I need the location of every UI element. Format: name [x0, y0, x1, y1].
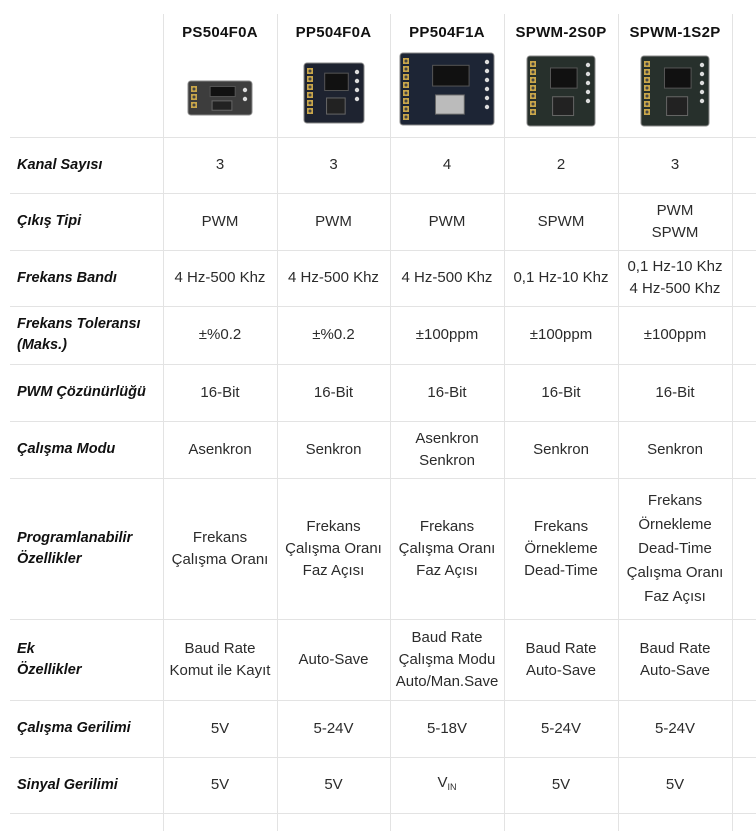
- product-board-image: [640, 55, 710, 127]
- cell-value: Auto-Save: [298, 650, 369, 668]
- row-label: [17, 250, 117, 306]
- cell-value: 4 Hz-500 Khz: [629, 280, 721, 297]
- cell-value: Baud Rate: [525, 639, 597, 657]
- table-cell: [163, 364, 277, 421]
- cell-value: Asenkron: [415, 429, 479, 447]
- row-label: [17, 306, 141, 364]
- row-label-line: Özellikler: [17, 550, 82, 567]
- table-cell: [618, 757, 732, 813]
- product-header: PS504F0A: [182, 24, 258, 41]
- table-cell: [504, 250, 618, 306]
- table-cell: [618, 137, 732, 193]
- cell-value: ±100ppm: [529, 326, 593, 343]
- cell-value: Senkron: [647, 440, 703, 458]
- cell-value: PWM: [656, 201, 694, 219]
- cell-value: Auto-Save: [639, 661, 711, 679]
- cell-value: 5-18V: [426, 719, 468, 737]
- cell-value: 16-Bit: [313, 383, 354, 401]
- cell-value: Senkron: [533, 440, 589, 458]
- table-cell: [277, 364, 390, 421]
- product-board-image: [526, 55, 596, 127]
- cell-value: $V_{IN}$: [437, 774, 457, 792]
- row-label-line: Frekans Bandı: [17, 269, 117, 286]
- row-label: [17, 421, 115, 478]
- table-cell: [390, 306, 504, 364]
- table-cell: [277, 193, 390, 250]
- table-cell: [277, 421, 390, 478]
- row-label: [17, 478, 132, 619]
- row-label-line: Sinyal Gerilimi: [17, 776, 118, 793]
- table-cell: [277, 478, 390, 619]
- table-cell: [163, 619, 277, 700]
- cell-value: ±%0.2: [312, 326, 355, 343]
- cell-value: Çalışma Oranı: [626, 563, 724, 581]
- row-label: [17, 757, 118, 813]
- cell-value: Örnekleme: [638, 515, 712, 533]
- table-cell: [504, 421, 618, 478]
- table-cell: [277, 137, 390, 193]
- cell-value: 5-24V: [313, 719, 354, 737]
- cell-value: PWM: [428, 212, 466, 230]
- cell-value: Faz Açısı: [416, 561, 478, 579]
- cell-value: Baud Rate: [639, 639, 711, 657]
- cell-value: Baud Rate: [184, 639, 256, 657]
- row-label-line: (Maks.): [17, 337, 67, 353]
- cell-value: 16-Bit: [655, 383, 695, 401]
- cell-value: Çalışma Oranı: [171, 550, 269, 568]
- cell-value: Dead-Time: [524, 561, 598, 579]
- cell-value: Auto/Man.Save: [395, 672, 499, 690]
- row-label-line: Çıkış Tipi: [17, 213, 82, 229]
- table-cell: [504, 478, 618, 619]
- table-cell: [618, 619, 732, 700]
- row-divider: [10, 813, 756, 814]
- cell-value: Komut ile Kayıt: [169, 661, 271, 679]
- cell-value: SPWM: [651, 223, 699, 241]
- table-cell: [163, 478, 277, 619]
- table-cell: [618, 306, 732, 364]
- row-label-line: Çalışma Modu: [17, 441, 116, 457]
- cell-value: 16-Bit: [541, 383, 581, 401]
- cell-value: Faz Açısı: [302, 561, 365, 579]
- cell-value: Baud Rate: [411, 628, 483, 646]
- cell-value: 0,1 Hz-10 Khz: [627, 258, 723, 275]
- table-cell: [618, 700, 732, 757]
- cell-value: Çalışma Oranı: [398, 539, 496, 557]
- cell-value: Frekans: [419, 517, 475, 535]
- table-cell: [163, 421, 277, 478]
- row-label-line: PWM Çözünürlüğü: [17, 384, 146, 400]
- table-cell: [618, 250, 732, 306]
- cell-value: Örnekleme: [524, 539, 598, 557]
- cell-value: 4 Hz-500 Khz: [174, 269, 266, 286]
- product-board-image: [187, 80, 253, 116]
- cell-value: 5V: [324, 776, 343, 793]
- table-cell: [277, 250, 390, 306]
- table-cell: [504, 193, 618, 250]
- cell-value: 5V: [665, 776, 685, 793]
- cell-value: 5V: [210, 719, 230, 737]
- product-header: PP504F0A: [295, 24, 372, 41]
- table-cell: [618, 364, 732, 421]
- cell-value: ±100ppm: [643, 326, 707, 343]
- table-cell: [390, 478, 504, 619]
- cell-value: Frekans: [192, 528, 248, 546]
- cell-value: Auto-Save: [525, 661, 597, 679]
- cell-value: ±100ppm: [415, 326, 479, 343]
- cell-value: PWM: [201, 212, 239, 230]
- row-label-line: Özellikler: [17, 661, 82, 678]
- product-header: SPWM-1S2P: [629, 24, 721, 41]
- cell-value: 2: [556, 156, 566, 173]
- product-board-image: [303, 62, 365, 124]
- cell-value: 3: [670, 156, 680, 173]
- table-cell: [163, 250, 277, 306]
- table-cell: [277, 700, 390, 757]
- table-cell: [618, 421, 732, 478]
- row-label-line: Frekans Toleransı: [17, 316, 141, 332]
- row-label: [17, 700, 131, 757]
- product-board-image: [399, 52, 495, 126]
- cell-value: PWM: [315, 212, 352, 230]
- table-cell: [163, 700, 277, 757]
- table-cell: [390, 364, 504, 421]
- cell-value: 5V: [210, 776, 230, 793]
- cell-value: 16-Bit: [200, 383, 240, 401]
- table-cell: [277, 306, 390, 364]
- cell-value: Frekans: [647, 491, 703, 509]
- table-cell: [390, 193, 504, 250]
- table-cell: [504, 364, 618, 421]
- cell-value: 0,1 Hz-10 Khz: [513, 269, 609, 286]
- table-cell: [163, 137, 277, 193]
- cell-value: 3: [215, 156, 225, 173]
- cell-value: 5-24V: [540, 719, 582, 737]
- cell-value: Çalışma Oranı: [285, 539, 382, 557]
- row-label-line: Ek: [17, 640, 35, 657]
- cell-value: Faz Açısı: [644, 587, 706, 605]
- row-label-line: Çalışma Gerilimi: [17, 720, 131, 736]
- table-cell: [504, 137, 618, 193]
- subscript: IN: [447, 782, 457, 792]
- table-cell: [163, 306, 277, 364]
- row-label: [17, 193, 81, 250]
- row-label: [17, 619, 81, 700]
- table-cell: [618, 193, 732, 250]
- cell-value: Senkron: [305, 440, 362, 458]
- cell-value: 3: [329, 156, 338, 173]
- cell-value: Çalışma Modu: [398, 650, 496, 668]
- cell-value: Frekans: [306, 517, 361, 535]
- cell-value: Asenkron: [188, 440, 252, 458]
- cell-value: 5-24V: [654, 719, 696, 737]
- cell-value: 4 Hz-500 Khz: [288, 269, 379, 286]
- row-label-line: Kanal Sayısı: [17, 156, 103, 173]
- table-cell: [618, 478, 732, 619]
- cell-value: 4: [442, 156, 452, 173]
- table-cell: [390, 421, 504, 478]
- table-cell: [277, 757, 390, 813]
- cell-value: ±%0.2: [198, 326, 242, 343]
- product-header: PP504F1A: [409, 24, 485, 41]
- row-label: [17, 137, 102, 193]
- table-cell: [390, 757, 504, 813]
- table-cell: [163, 757, 277, 813]
- cell-value: 4 Hz-500 Khz: [401, 269, 493, 286]
- table-cell: [390, 137, 504, 193]
- table-cell: [390, 700, 504, 757]
- table-cell: [504, 757, 618, 813]
- table-cell: [390, 619, 504, 700]
- row-label: [17, 364, 146, 421]
- table-cell: [390, 250, 504, 306]
- table-cell: [163, 193, 277, 250]
- product-header: SPWM-2S0P: [515, 24, 607, 41]
- cell-value: 16-Bit: [427, 383, 467, 401]
- table-cell: [504, 700, 618, 757]
- cell-value: Senkron: [419, 451, 475, 469]
- table-cell: [504, 619, 618, 700]
- cell-value: Frekans: [533, 517, 589, 535]
- table-cell: [504, 306, 618, 364]
- table-cell: [277, 619, 390, 700]
- cell-value: SPWM: [537, 212, 585, 230]
- cell-value: 5V: [551, 776, 571, 793]
- row-label-line: Programlanabilir: [17, 529, 133, 546]
- cell-value: Dead-Time: [638, 539, 712, 557]
